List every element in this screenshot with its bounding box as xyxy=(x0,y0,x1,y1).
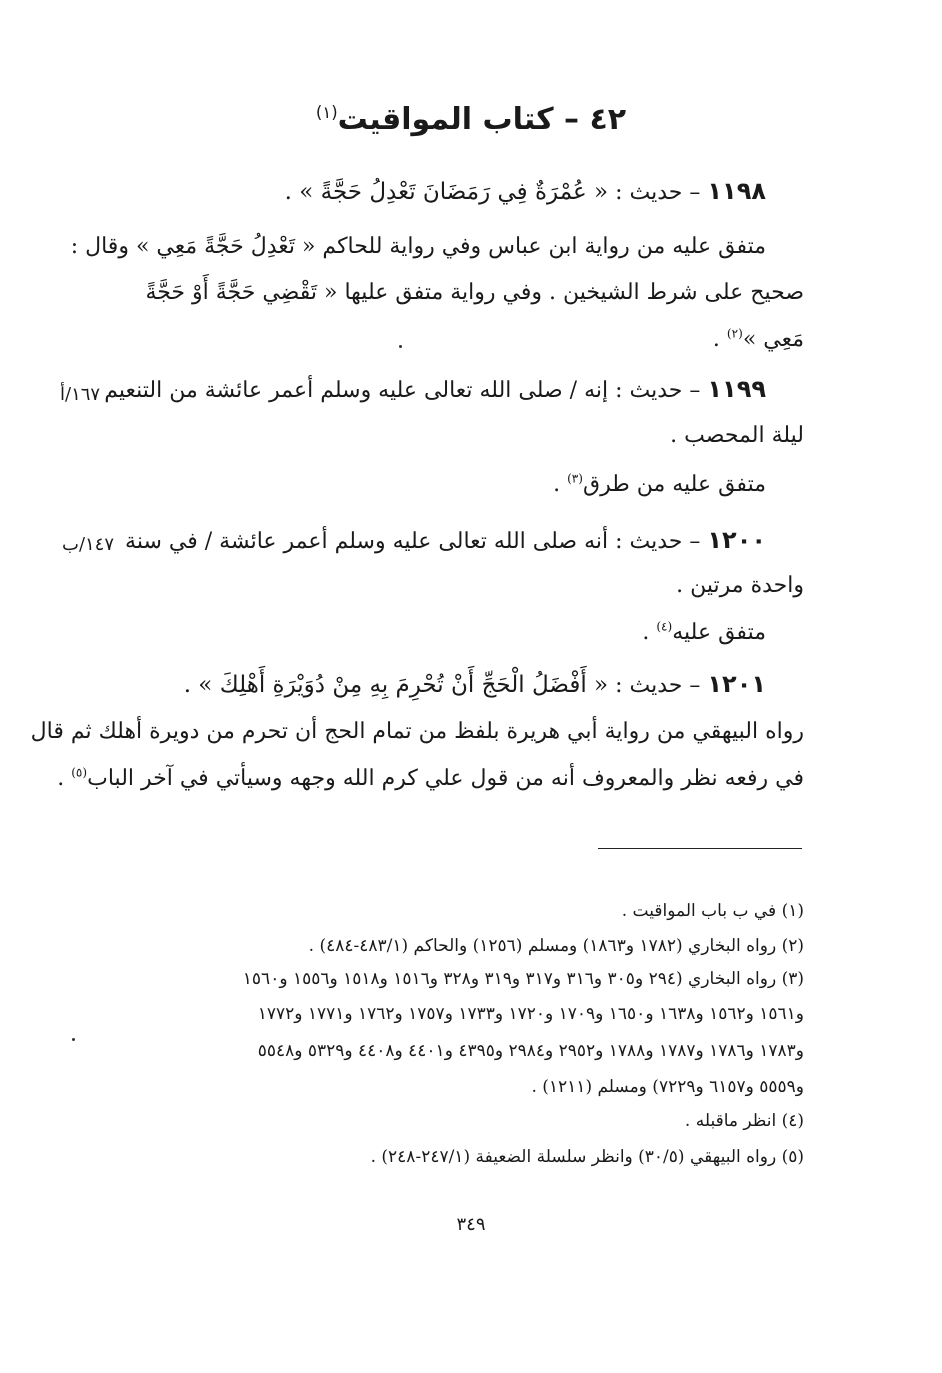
line-end: . xyxy=(57,766,72,791)
hadith-1201-line-2: رواه البيهقي من رواية أبي هريرة بلفظ من تمام الحج أن تحرم من دويرة أهلك ثم قال xyxy=(30,719,804,744)
line-text: متفق عليه xyxy=(672,620,766,645)
hadith-text: إنه / صلى الله تعالى عليه وسلم أعمر عائشة من التنعيم xyxy=(104,378,609,403)
footnote-4: (٤) انظر ماقبله . xyxy=(684,1111,804,1131)
hadith-number: ١١٩٩ xyxy=(707,375,766,403)
footnote-3-line-3: و١٧٨٣ و١٧٨٦ و١٧٨٧ و١٧٨٨ و٢٩٥٢ و٢٩٨٤ و٤٣٩٥ و٤٤٠١ و٤٤٠٨ و٥٣٢٩ و٥٥٤٨ xyxy=(257,1041,804,1061)
footnote-3-line-1: (٣) رواه البخاري (٢٩٤ و٣٠٥ و٣١٦ و٣١٧ و٣١٩ و٣٢٨ و١٥١٦ و١٥١٨ و١٥٥٦ و١٥٦٠ xyxy=(242,969,804,989)
line-end: . xyxy=(553,472,568,497)
line-end: . xyxy=(642,620,657,645)
line-text: متفق عليه من طرق xyxy=(583,472,766,497)
line-text: في رفعه نظر والمعروف أنه من قول علي كرم الله وجهه وسيأتي في آخر الباب xyxy=(87,766,804,791)
chapter-dash: – xyxy=(564,102,580,137)
hadith-1198-heading xyxy=(285,176,766,208)
footnote-2: (٢) رواه البخاري (١٧٨٢ و١٨٦٣) ومسلم (١٢٥٦) والحاكم (٤٨٣/١-٤٨٤) . xyxy=(308,936,804,956)
hadith-1198-line-1: متفق عليه من رواية ابن عباس وفي رواية للحاكم « تَعْدِلُ حَجَّةً مَعِي » وقال : xyxy=(70,234,766,259)
chapter-title xyxy=(0,102,942,137)
hadith-1201-heading xyxy=(184,669,766,701)
footnote-ref: (٥) xyxy=(71,765,88,780)
hadith-number: ١٢٠١ xyxy=(707,670,766,698)
hadith-text: أنه صلى الله تعالى عليه وسلم أعمر عائشة / في سنة xyxy=(125,529,609,554)
line-end: . xyxy=(712,327,727,352)
page-number: ٣٤٩ xyxy=(456,1214,486,1235)
hadith-1200-margin-note: ١٤٧/ب xyxy=(62,534,115,555)
footnote-ref: (٣) xyxy=(567,471,584,486)
footnote-separator xyxy=(598,848,802,849)
footnote-ref: (٤) xyxy=(656,619,673,634)
hadith-1198-line-3 xyxy=(713,326,804,355)
hadith-1199-line-3 xyxy=(553,471,766,500)
hadith-number: ١٢٠٠ xyxy=(707,526,766,554)
scan-speck xyxy=(399,345,402,348)
hadith-1199-heading xyxy=(104,374,766,406)
hadith-lead: – حديث : xyxy=(615,180,701,205)
footnote-ref: (٢) xyxy=(726,326,743,341)
hadith-1199-margin-note: ١٦٧/أ xyxy=(60,384,101,405)
hadith-text: « أَفْضَلُ الْحَجِّ أَنْ تُحْرِمَ بِهِ مِنْ دُوَيْرَةِ أَهْلِكَ » . xyxy=(183,672,609,698)
hadith-1200-line-2: واحدة مرتين . xyxy=(676,573,804,598)
hadith-1200-line-3 xyxy=(642,619,766,648)
hadith-1199-line-2: ليلة المحصب . xyxy=(670,423,804,448)
hadith-lead: – حديث : xyxy=(615,378,701,403)
line-text: مَعِي » xyxy=(742,327,804,352)
footnote-3-line-2: و١٥٦١ و١٥٦٢ و١٦٣٨ و١٦٥٠ و١٧٠٩ و١٧٢٠ و١٧٣٣ و١٧٥٧ و١٧٦٢ و١٧٧١ و١٧٧٢ xyxy=(257,1004,804,1024)
hadith-1201-line-3 xyxy=(57,765,804,794)
hadith-lead: – حديث : xyxy=(615,529,701,554)
hadith-1200-heading xyxy=(125,525,766,557)
hadith-lead: – حديث : xyxy=(615,673,701,698)
hadith-1198-line-2: صحيح على شرط الشيخين . وفي رواية متفق عليها « تَقْضِي حَجَّةً أَوْ حَجَّةً xyxy=(145,280,804,305)
chapter-name: كتاب المواقيت xyxy=(337,102,554,137)
hadith-text: « عُمْرَةٌ فِي رَمَضَانَ تَعْدِلُ حَجَّةً » . xyxy=(284,179,609,205)
chapter-footnote-ref: (١) xyxy=(315,103,338,122)
footnote-5: (٥) رواه البيهقي (٣٠/٥) وانظر سلسلة الضعيفة (٢٤٧/١-٢٤٨) . xyxy=(370,1147,804,1167)
footnote-1: (١) في ب باب المواقيت . xyxy=(621,901,804,921)
footnote-3-line-4: و٥٥٥٩ و٦١٥٧ و٧٢٢٩) ومسلم (١٢١١) . xyxy=(531,1077,804,1097)
chapter-number: ٤٢ xyxy=(589,102,627,137)
hadith-number: ١١٩٨ xyxy=(707,177,766,205)
scan-speck xyxy=(72,1038,75,1041)
